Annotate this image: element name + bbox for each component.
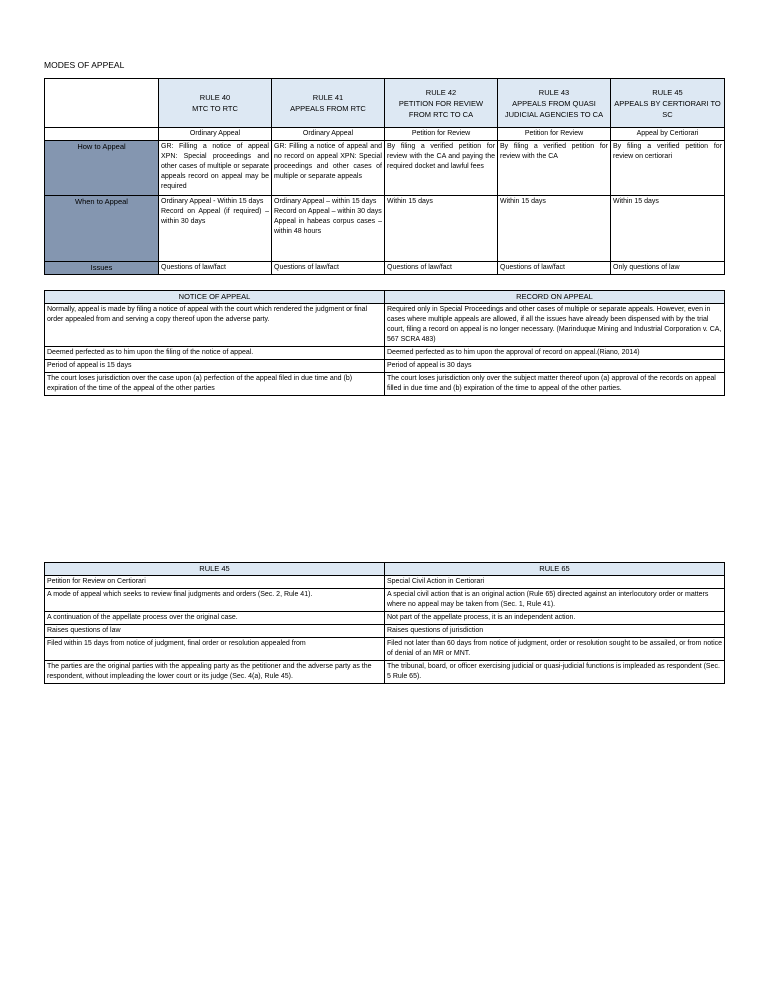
rule65-cell: The tribunal, board, or officer exercising judicial or quasi-judicial functions is impleaded as respondent (Sec. 5 Rule 65). — [385, 661, 725, 684]
rule65-cell: Filed not later than 60 days from notice of judgment, order or resolution sought to be assailed, or from notice of denial of an MR or MNT. — [385, 638, 725, 661]
how-cell: By filing a verified petition for review with the CA and paying the required docket and lawful fees — [385, 141, 498, 196]
notice-header-row — [45, 291, 725, 304]
record-cell: Required only in Special Proceedings and other cases of multiple or separate appeals. However, even in cases where multiple appeals are allowed, if all the issues have already been dispensed with by the trial court, filing a record on appeal is no longer necessary. (Marinduque Mining and Industrial Corporation v. CA, 567 SCRA 483) — [385, 304, 725, 347]
rule45-cell: A continuation of the appellate process over the original case. — [45, 612, 385, 625]
modes-header-row — [45, 79, 725, 128]
when-line: Appeal in habeas corpus cases – within 48 hours — [274, 218, 382, 235]
rule-name: APPEALS FROM RTC — [290, 104, 366, 113]
rule-name: MTC TO RTC — [192, 104, 238, 113]
when-to-appeal-row — [45, 196, 725, 262]
rule45-cell: Filed within 15 days from notice of judgment, final order or resolution appealed from — [45, 638, 385, 661]
table-row — [45, 576, 725, 589]
when-cell — [385, 196, 498, 262]
notice-cell: Normally, appeal is made by filing a notice of appeal with the court which rendered the judgment or final order appealed from and serving a copy thereof upon the adverse party. — [45, 304, 385, 347]
when-to-appeal-label: When to Appeal — [45, 196, 159, 262]
modes-header-cell — [159, 79, 272, 128]
rule45-vs-rule65-table — [44, 562, 725, 684]
when-cell — [611, 196, 725, 262]
when-line: Within 15 days — [387, 198, 433, 205]
record-cell: Deemed perfected as to him upon the approval of record on appeal.(Riano, 2014) — [385, 347, 725, 360]
rule45-cell: Raises questions of law — [45, 625, 385, 638]
how-cell: GR: Filling a notice of appeal and no record on appeal XPN: Special proceedings and other cases of multiple or separate appeals — [272, 141, 385, 196]
table-row — [45, 612, 725, 625]
table-row — [45, 661, 725, 684]
record-cell: The court loses jurisdiction only over the subject matter thereof upon (a) approval of the records on appeal filled in due time and (b) expiration of the time to appeal of the other parties. — [385, 373, 725, 396]
mode-type: Ordinary Appeal — [159, 128, 272, 141]
mode-type: Appeal by Certiorari — [611, 128, 725, 141]
issues-row — [45, 262, 725, 275]
table-row — [45, 638, 725, 661]
modes-header-cell — [272, 79, 385, 128]
issues-cell: Questions of law/fact — [385, 262, 498, 275]
when-line: Ordinary Appeal - Within 15 days — [161, 198, 264, 205]
rule65-cell: Special Civil Action in Certiorari — [385, 576, 725, 589]
table-row — [45, 625, 725, 638]
how-cell: By filing a verified petition for review with the CA — [498, 141, 611, 196]
when-cell — [272, 196, 385, 262]
rule65-header: RULE 65 — [385, 563, 725, 576]
record-header: RECORD ON APPEAL — [385, 291, 725, 304]
modes-header-blank — [45, 79, 159, 128]
when-line: Record on Appeal – within 30 days — [274, 208, 382, 215]
rule-number: RULE 41 — [312, 93, 344, 102]
rule45-cell: A mode of appeal which seeks to review final judgments and orders (Sec. 2, Rule 41). — [45, 589, 385, 612]
issues-cell: Questions of law/fact — [272, 262, 385, 275]
how-cell: By filing a verified petition for review on certiorari — [611, 141, 725, 196]
mode-type: Petition for Review — [498, 128, 611, 141]
when-line: Record on Appeal (if required) – within 30 days — [161, 208, 269, 225]
table-row — [45, 304, 725, 347]
how-to-appeal-label: How to Appeal — [45, 141, 159, 196]
modes-of-appeal-table — [44, 78, 725, 275]
modes-subheader-blank — [45, 128, 159, 141]
notice-cell: Period of appeal is 15 days — [45, 360, 385, 373]
rule-number: RULE 45 — [652, 87, 683, 97]
record-cell: Period of appeal is 30 days — [385, 360, 725, 373]
rule-name: PETITION FOR REVIEW FROM RTC TO CA — [398, 98, 484, 119]
when-line: Within 15 days — [500, 198, 546, 205]
issues-cell: Questions of law/fact — [159, 262, 272, 275]
rule-number: RULE 40 — [199, 93, 231, 102]
rule-header-row — [45, 563, 725, 576]
modes-header-cell — [385, 79, 498, 128]
modes-header-cell — [611, 79, 725, 128]
modes-subheader-row — [45, 128, 725, 141]
rule45-cell: Petition for Review on Certiorari — [45, 576, 385, 589]
modes-header-cell — [498, 79, 611, 128]
rule45-cell: The parties are the original parties with the appealing party as the petitioner and the adverse party as the respondent, without impleading the lower court or its judge (Sec. 4(a), Rule 45). — [45, 661, 385, 684]
issues-cell: Only questions of law — [611, 262, 725, 275]
rule-name: APPEALS BY CERTIORARI TO SC — [614, 98, 721, 119]
document-title: MODES OF APPEAL — [44, 60, 125, 70]
when-line: Within 15 days — [613, 198, 659, 205]
notice-cell: The court loses jurisdiction over the case upon (a) perfection of the appeal filed in due time and (b) expiration of the time of the appeal of the other parties — [45, 373, 385, 396]
rule-number: RULE 42 — [425, 87, 457, 97]
mode-type: Petition for Review — [385, 128, 498, 141]
rule65-cell: A special civil action that is an original action (Rule 65) directed against an interlocutory order or matters where no appeal may be taken from (Sec. 1, Rule 41). — [385, 589, 725, 612]
rule-number: RULE 43 — [538, 87, 570, 97]
table-row — [45, 347, 725, 360]
mode-type: Ordinary Appeal — [272, 128, 385, 141]
when-line: Ordinary Appeal – within 15 days — [274, 198, 377, 205]
rule65-cell: Not part of the appellate process, it is an independent action. — [385, 612, 725, 625]
how-cell: GR: Filling a notice of appeal XPN: Special proceedings and other cases of multiple or separate appeals record on appeal may be required — [159, 141, 272, 196]
rule65-cell: Raises questions of jurisdiction — [385, 625, 725, 638]
how-to-appeal-row — [45, 141, 725, 196]
notice-cell: Deemed perfected as to him upon the filing of the notice of appeal. — [45, 347, 385, 360]
rule45-header: RULE 45 — [45, 563, 385, 576]
issues-label: Issues — [45, 262, 159, 275]
issues-cell: Questions of law/fact — [498, 262, 611, 275]
table-row — [45, 360, 725, 373]
when-cell — [159, 196, 272, 262]
notice-header: NOTICE OF APPEAL — [45, 291, 385, 304]
table-row — [45, 589, 725, 612]
notice-vs-record-table — [44, 290, 725, 396]
when-cell — [498, 196, 611, 262]
rule-name: APPEALS FROM QUASI JUDICIAL AGENCIES TO CA — [504, 98, 604, 119]
table-row — [45, 373, 725, 396]
